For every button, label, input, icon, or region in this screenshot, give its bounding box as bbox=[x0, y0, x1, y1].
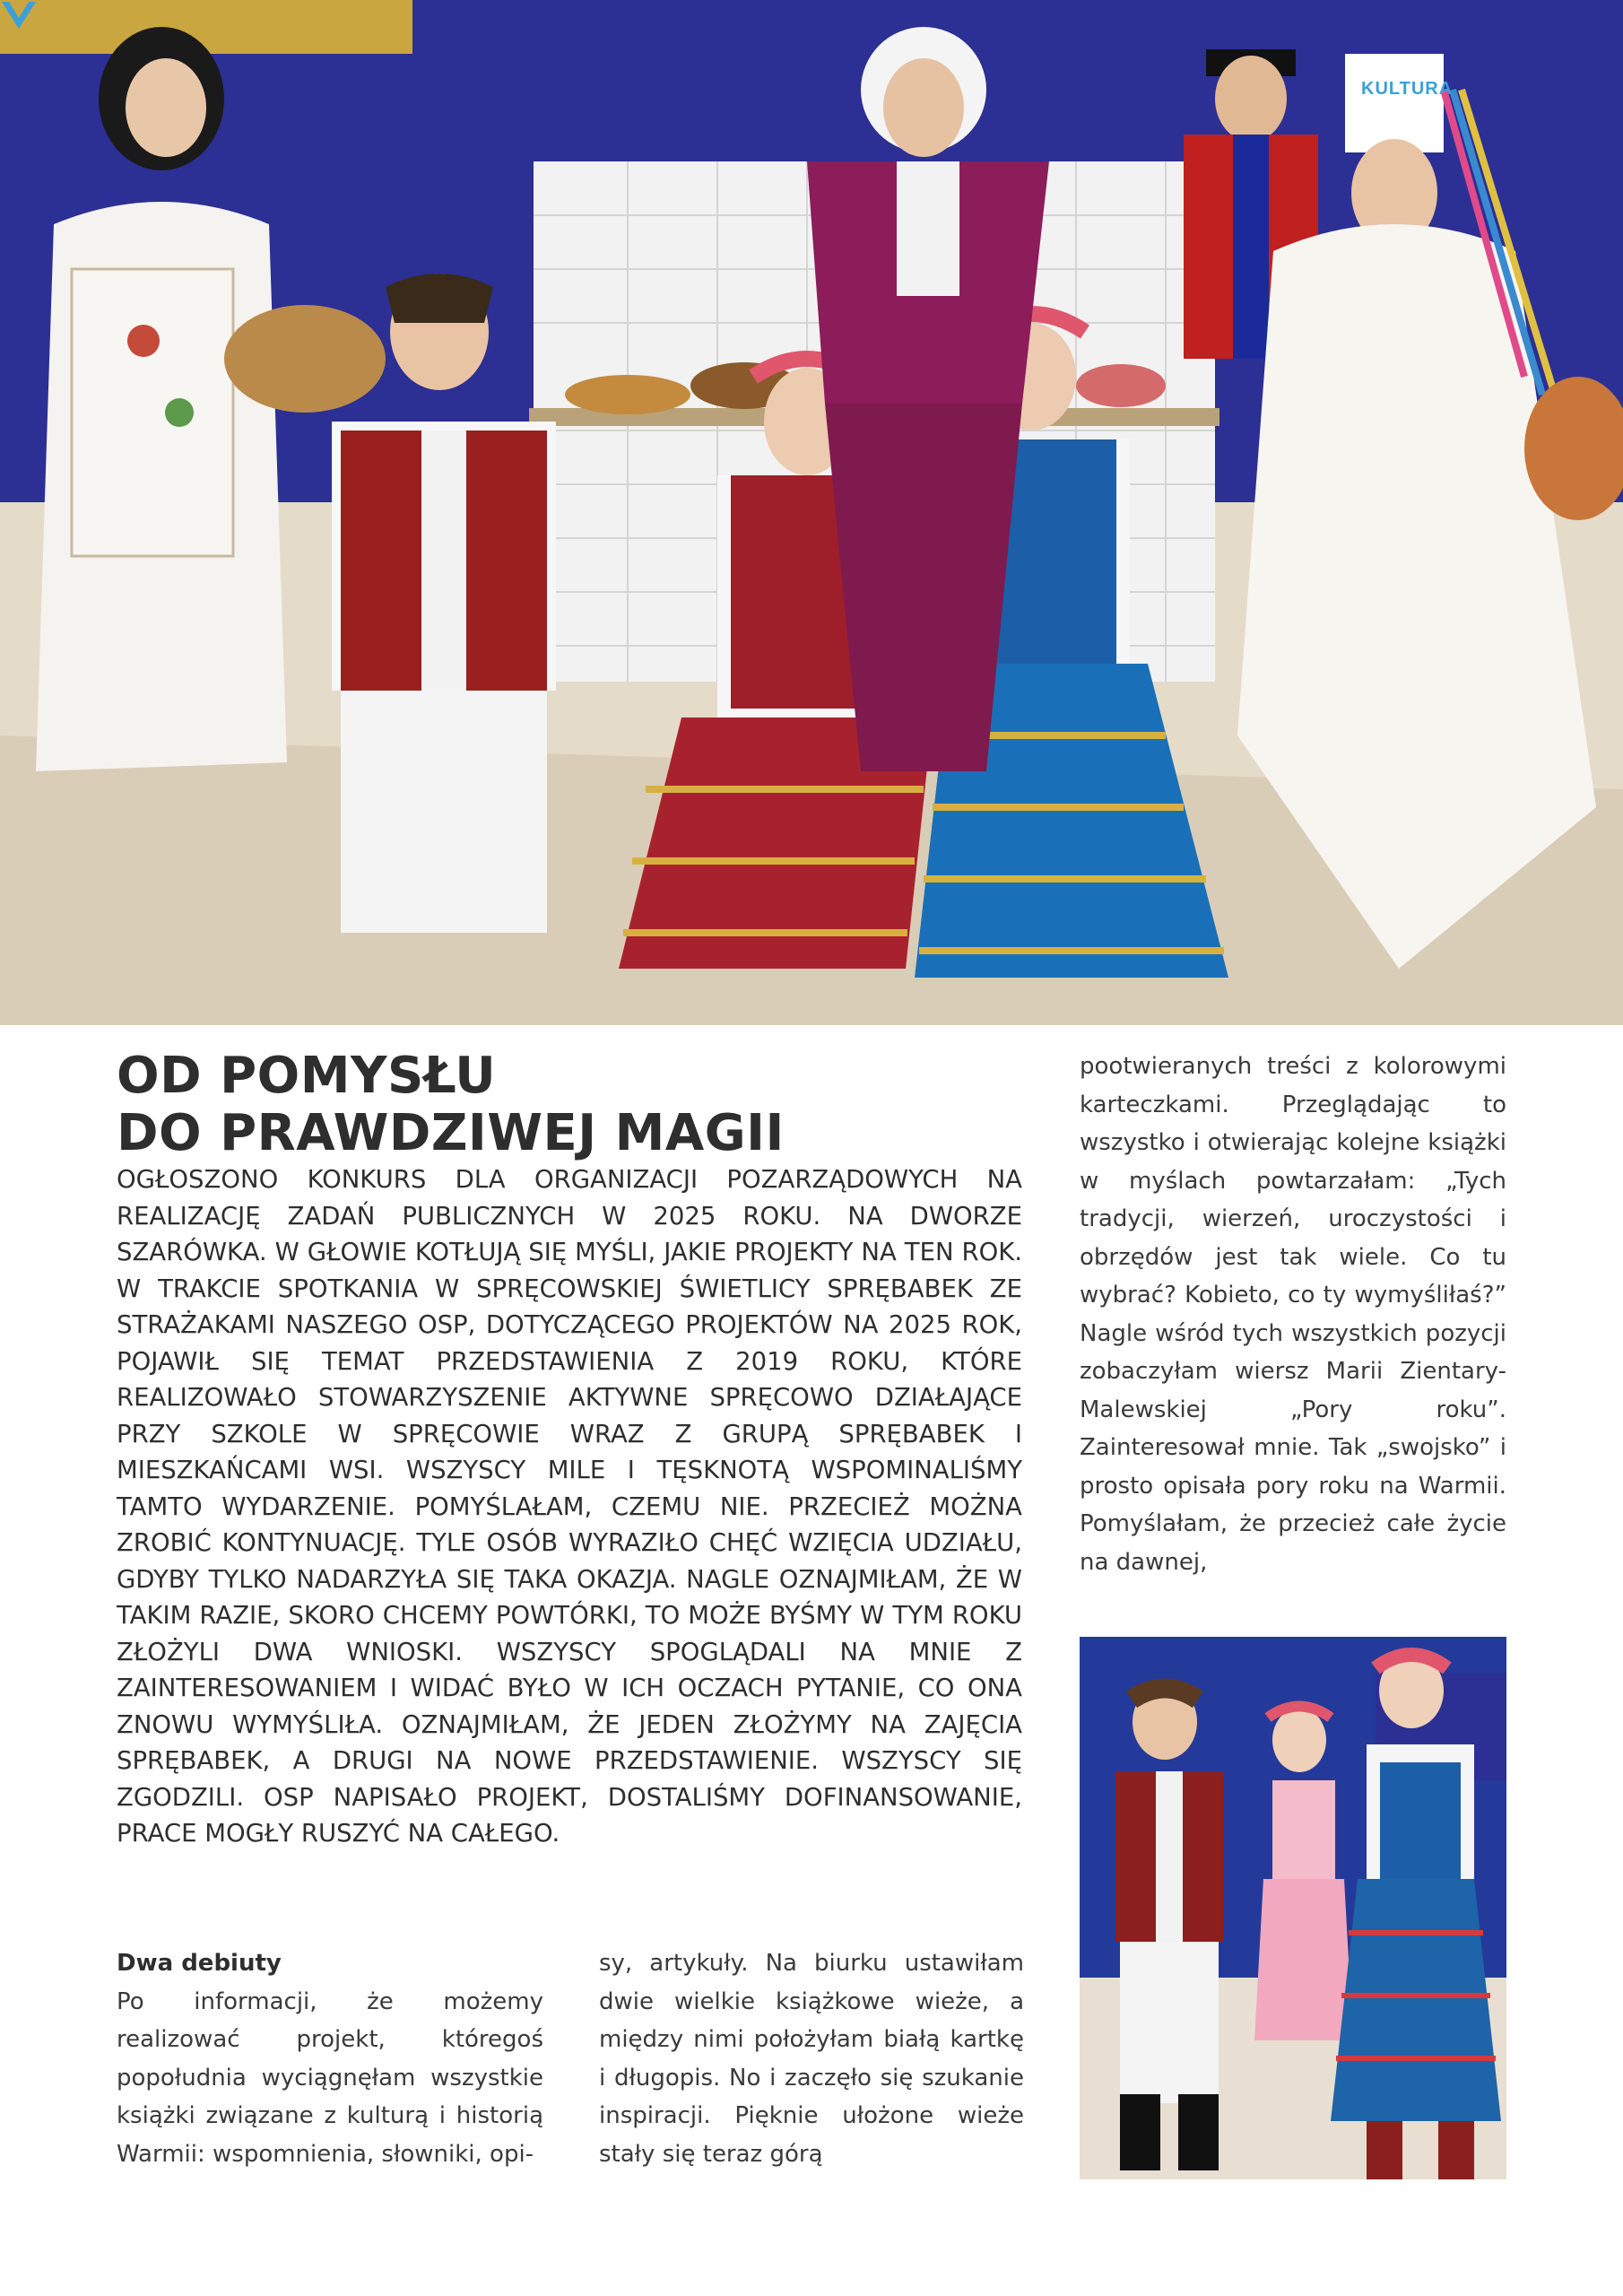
article-title bbox=[117, 1048, 1013, 1162]
section-subhead: Dwa debiuty bbox=[117, 1950, 282, 1977]
hero-photo-illustration bbox=[0, 0, 1623, 1025]
body-column-3: pootwieranych treści z kolorowymi karteczkami. Przeglądając to wszystko i otwierając kolejne książki w myślach powtarzałam: „Tych tradycji, wierzeń, uroczystości i obrzędów jest tak wiele. Co tu wybrać? Kobieto, co ty wymyśliłaś?” Nagle wśród tych wszystkich pozycji zobaczyłam wiersz Marii Zientary-Malewskiej „Pory roku”. Zainteresował mnie. Tak „swojsko” i prosto opisała pory roku na Warmii. Pomyślałam, że przecież całe życie na dawnej, bbox=[1080, 1053, 1506, 1576]
body-column-2: sy, artykuły. Na biurku ustawiłam dwie wielkie książkowe wieże, a między nimi położyłam białą kartkę i długopis. No i zaczęło się szukanie inspiracji. Pięknie ułożone wieże stały się teraz górą bbox=[599, 1950, 1024, 2168]
inline-photo-illustration bbox=[1080, 1637, 1506, 2179]
v-chevron-icon bbox=[0, 0, 38, 30]
article-lead: OGŁOSZONO KONKURS DLA ORGANIZACJI POZARZĄDOWYCH NA REALIZACJĘ ZADAŃ PUBLICZNYCH W 2025 ROKU. NA DWORZE SZARÓWKA. W GŁOWIE KOTŁUJĄ SIĘ MYŚLI, JAKIE PROJEKTY NA TEN ROK. W TRAKCIE SPOTKANIA W SPRĘCOWSKIEJ ŚWIETLICY SPRĘBABEK ZE STRAŻAKAMI NASZEGO OSP, DOTYCZĄCEGO PROJEKTÓW NA 2025 ROK, POJAWIŁ SIĘ TEMAT PRZEDSTAWIENIA Z 2019 ROKU, KTÓRE REALIZOWAŁO STOWARZYSZENIE AKTYWNE SPRĘCOWO DZIAŁAJĄCE PRZY SZKOLE W SPRĘCOWIE WRAZ Z GRUPĄ SPRĘBABEK I MIESZKAŃCAMI WSI. WSZYSCY MILE I TĘSKNOTĄ WSPOMINALIŚMY TAMTO WYDARZENIE. POMYŚLAŁAM, CZEMU NIE. PRZECIEŻ MOŻNA ZROBIĆ KONTYNUACJĘ. TYLE OSÓB WYRAZIŁO CHĘĆ WZIĘCIA UDZIAŁU, GDYBY TYLKO NADARZYŁA SIĘ TAKA OKAZJA. NAGLE OZNAJMIŁAM, ŻE W TAKIM RAZIE, SKORO CHCEMY POWTÓRKI, TO MOŻE BYŚMY W TYM ROKU ZŁOŻYLI DWA WNIOSKI. WSZYSCY SPOGLĄDALI NA MNIE Z ZAINTERESOWANIEM I WIDAĆ BYŁO W ICH OCZACH PYTANIE, CO ONA ZNOWU WYMYŚLIŁA. OZNAJMIŁAM, ŻE JEDEN ZŁOŻYMY NA ZAJĘCIA SPRĘBABEK, A DRUGI NA NOWE PRZEDSTAWIENIE. WSZYSCY SIĘ ZGODZILI. OSP NAPISAŁO PROJEKT, DOSTALIŚMY DOFINANSOWANIE, PRACE MOGŁY RUSZYĆ NA CAŁEGO. bbox=[117, 1165, 1022, 1848]
inline-photo bbox=[1080, 1637, 1506, 2179]
body-column-1 bbox=[117, 1944, 543, 2173]
body-text-1: Po informacji, że możemy realizować projekt, któregoś popołudnia wyciągnęłam wszystkie książki związane z kulturą i historią Warmii: wspomnienia, słowniki, opi- bbox=[117, 1987, 543, 2168]
article-title-line-1: OD POMYSŁU bbox=[117, 1047, 497, 1105]
article-title-line-2: DO PRAWDZIWEJ MAGII bbox=[117, 1104, 785, 1162]
hero-photo bbox=[0, 0, 1623, 1025]
section-tag: KULTURA bbox=[1361, 79, 1454, 99]
